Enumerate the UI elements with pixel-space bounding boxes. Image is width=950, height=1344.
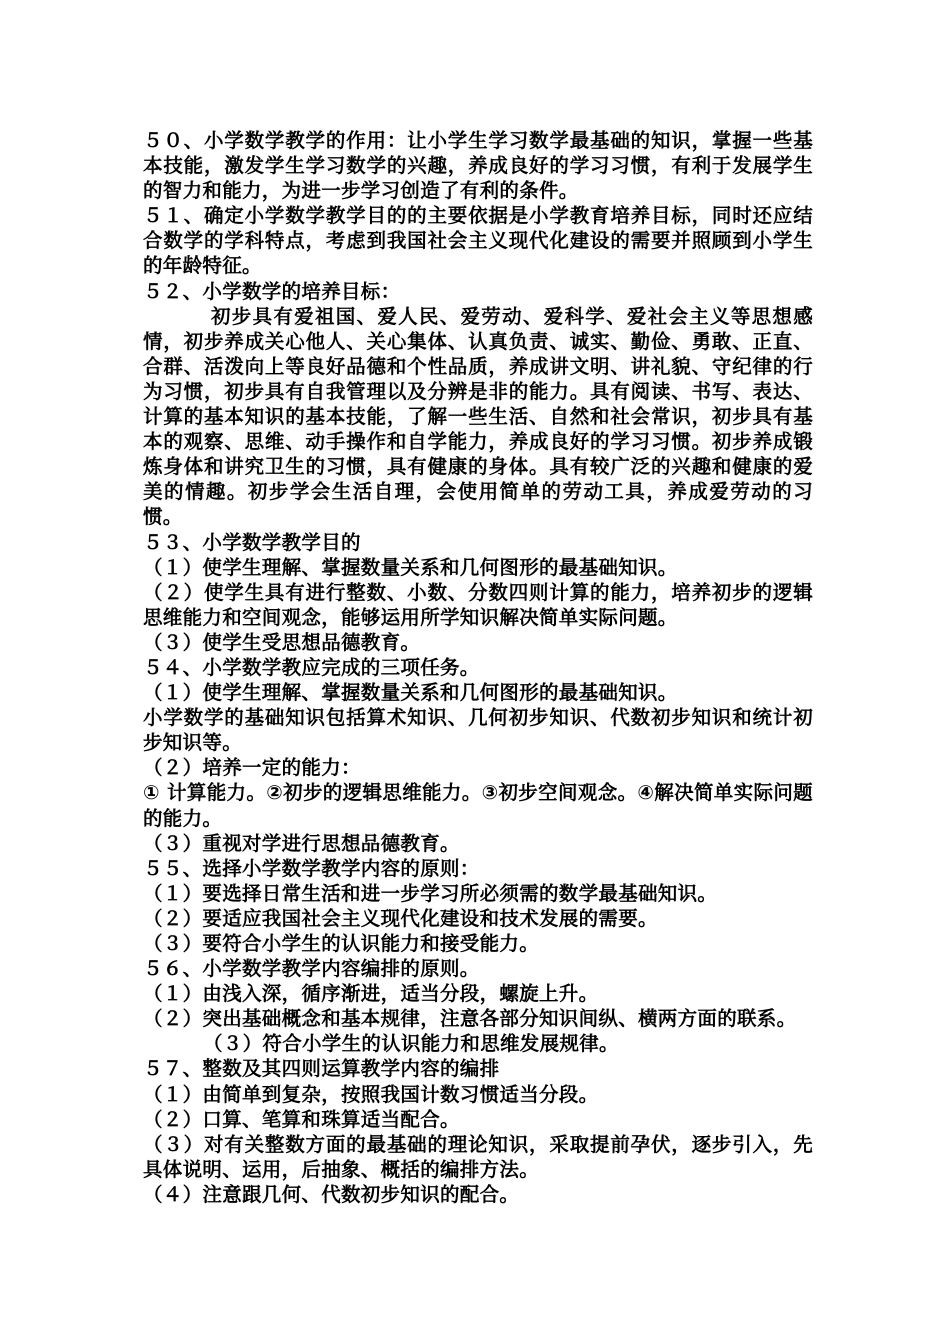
document-page: [143, 128, 813, 1207]
paragraph-55-item-2: （２）要适应我国社会主义现代化建设和技术发展的需要。: [143, 906, 658, 930]
paragraph-52-body: 初步具有爱祖国、爱人民、爱劳动、爱科学、爱社会主义等思想感情，初步养成关心他人、关心集体、认真负责、诚实、勤俭、勇敢、正直、合群、活泼向上等良好品德和个性品质，养成讲文明、讲礼貌、守纪律的行为习惯，初步具有自我管理以及分辨是非的能力。具有阅读、书写、表达、计算的基本知识的基本技能，了解一些生活、自然和社会常识，初步具有基本的观察、思维、动手操作和自学能力，养成良好的学习习惯。初步养成锻炼身体和讲究卫生的习惯，具有健康的身体。具有较广泛的兴趣和健康的爱美的情趣。初步学会生活自理，会使用简单的劳动工具，养成爱劳动的习惯。: [143, 304, 813, 529]
paragraph-53-item-2: （２）使学生具有进行整数、小数、分数四则计算的能力，培养初步的逻辑思维能力和空间观念，能够运用所学知识解决简单实际问题。: [143, 580, 813, 629]
paragraph-56-item-1: （１）由浅入深，循序渐进，适当分段，螺旋上升。: [143, 982, 599, 1006]
paragraph-56-item-3: （３）符合小学生的认识能力和思维发展规律。: [203, 1032, 619, 1056]
paragraph-56-heading: ５６、小学数学教学内容编排的原则。: [143, 957, 480, 981]
paragraph-53-item-1: （１）使学生理解、掌握数量关系和几何图形的最基础知识。: [143, 555, 678, 579]
paragraph-55-heading: ５５、选择小学数学教学内容的原则：: [143, 856, 480, 880]
paragraph-53-item-3: （３）使学生受思想品德教育。: [143, 630, 421, 654]
paragraph-54-item-3: （３）重视对学进行思想品德教育。: [143, 831, 460, 855]
paragraph-54-item-1-detail: 小学数学的基础知识包括算术知识、几何初步知识、代数初步知识和统计初步知识等。: [143, 706, 813, 755]
paragraph-50: ５０、小学数学教学的作用：让小学生学习数学最基础的知识，掌握一些基本技能，激发学生学习数学的兴趣，养成良好的学习习惯，有利于发展学生的智力和能力，为进一步学习创造了有利的条件。: [143, 129, 813, 203]
paragraph-56-item-2: （２）突出基础概念和基本规律，注意各部分知识间纵、横两方面的联系。: [143, 1007, 797, 1031]
paragraph-55-item-1: （１）要选择日常生活和进一步学习所必须需的数学最基础知识。: [143, 881, 718, 905]
paragraph-51: ５１、确定小学数学教学目的的主要依据是小学教育培养目标，同时还应结合数学的学科特点，考虑到我国社会主义现代化建设的需要并照顾到小学生的年龄特征。: [143, 204, 813, 278]
paragraph-52-heading: ５２、小学数学的培养目标：: [143, 279, 401, 303]
paragraph-57-item-3: （３）对有关整数方面的最基础的理论知识，采取提前孕伏，逐步引入，先具体说明、运用，后抽象、概括的编排方法。: [143, 1132, 813, 1181]
paragraph-53-heading: ５３、小学数学教学目的: [143, 530, 361, 554]
paragraph-57-heading: ５７、整数及其四则运算教学内容的编排: [143, 1057, 500, 1081]
paragraph-54-item-1: （１）使学生理解、掌握数量关系和几何图形的最基础知识。: [143, 681, 678, 705]
paragraph-54-item-2: （２）培养一定的能力：: [143, 756, 361, 780]
paragraph-55-item-3: （３）要符合小学生的认识能力和接受能力。: [143, 932, 540, 955]
paragraph-54-heading: ５４、小学数学教应完成的三项任务。: [143, 655, 480, 679]
paragraph-57-item-2: （２）口算、笔算和珠算适当配合。: [143, 1107, 460, 1131]
paragraph-57-item-4: （４）注意跟几何、代数初步知识的配合。: [143, 1182, 520, 1206]
paragraph-54-item-2-detail: ① 计算能力。②初步的逻辑思维能力。③初步空间观念。④解决简单实际问题的能力。: [143, 781, 813, 830]
paragraph-57-item-1: （１）由简单到复杂，按照我国计数习惯适当分段。: [143, 1082, 599, 1106]
